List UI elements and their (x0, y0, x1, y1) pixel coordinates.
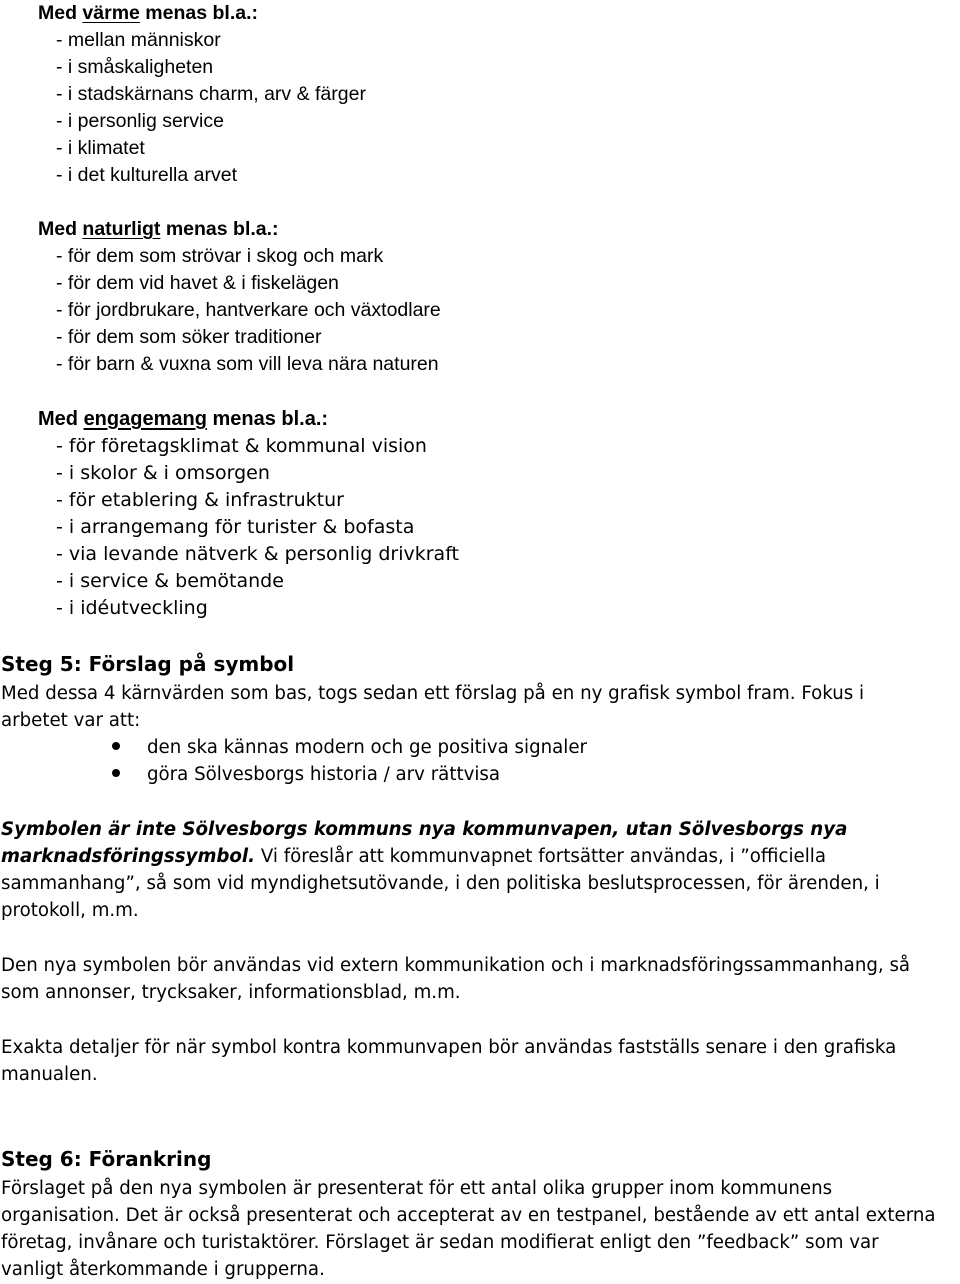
step5-intro (1, 680, 959, 734)
bullet-icon (112, 769, 120, 777)
section-heading-warmth (38, 0, 258, 27)
heading-underlined-word: engagemang (83, 408, 207, 430)
list-item: - i skolor & i omsorgen (56, 462, 270, 484)
list-item: - i service & bemötande (56, 570, 284, 592)
list-item: - i småskaligheten (56, 56, 214, 78)
list-item: - via levande nätverk & personlig drivkraft (56, 543, 460, 565)
text-line: arbetet var att: (1, 710, 141, 731)
bullet-item (112, 734, 587, 761)
text-line: företag, invånare och turistaktörer. Förslaget är sedan modifierat enligt den ”feedback” som var (1, 1232, 879, 1253)
list-item: - i det kulturella arvet (56, 164, 237, 186)
emphasis-text: marknadsföringssymbol. (1, 846, 256, 867)
list-item: - för dem vid havet & i fiskelägen (56, 272, 339, 294)
heading-suffix: menas bl.a.: (139, 2, 259, 24)
emphasis-line: Symbolen är inte Sölvesborgs kommuns nya kommunvapen, utan Sölvesborgs nya (1, 819, 848, 840)
text-line (1, 843, 959, 870)
body-text: Vi föreslår att kommunvapnet fortsätter användas, i ”officiella (255, 846, 826, 867)
text-line: Förslaget på den nya symbolen är presenterat för ett antal olika grupper inom kommunens (1, 1178, 833, 1199)
step5-title: Steg 5: Förslag på symbol (1, 652, 295, 676)
heading-suffix: menas bl.a.: (160, 218, 279, 240)
bullet-icon (112, 742, 120, 750)
list-item: - i personlig service (56, 110, 224, 132)
list-item: - för jordbrukare, hantverkare och växtodlare (56, 299, 441, 321)
section-heading-engagement (38, 406, 328, 433)
step5-paragraph-3 (1, 1034, 959, 1088)
heading-suffix: menas bl.a.: (206, 408, 329, 430)
text-line: Med dessa 4 kärnvärden som bas, togs sedan ett förslag på en ny grafisk symbol fram. Fokus i (1, 683, 865, 704)
text-line: vanligt återkommande i grupperna. (1, 1259, 325, 1280)
text-line: som annonser, trycksaker, informationsblad, m.m. (1, 982, 461, 1003)
text-line: sammanhang”, så som vid myndighetsutövande, i den politiska beslutsprocessen, för ärenden, i (1, 873, 880, 894)
text-line: organisation. Det är också presenterat och accepterat av en testpanel, bestående av ett antal externa (1, 1205, 936, 1226)
section-heading-natural (38, 216, 279, 243)
text-line: manualen. (1, 1064, 98, 1085)
list-item: - för etablering & infrastruktur (56, 489, 344, 511)
list-item: - i idéutveckling (56, 597, 208, 619)
step6-paragraph (1, 1175, 959, 1283)
heading-underlined-word: naturligt (82, 218, 161, 240)
text-line: Den nya symbolen bör användas vid extern kommunikation och i marknadsföringssammanhang, så (1, 955, 911, 976)
step5-emphasis-paragraph (1, 816, 959, 924)
list-item: - i stadskärnans charm, arv & färger (56, 83, 366, 105)
heading-underlined-word: värme (82, 2, 140, 24)
bullet-item (112, 761, 500, 788)
list-item: - i arrangemang för turister & bofasta (56, 516, 415, 538)
list-item: - mellan människor (56, 29, 221, 51)
text-line: protokoll, m.m. (1, 900, 139, 921)
step6-title: Steg 6: Förankring (1, 1147, 212, 1171)
list-item: - för dem som söker traditioner (56, 326, 322, 348)
list-item: - i klimatet (56, 137, 145, 159)
bullet-text: den ska kännas modern och ge positiva signaler (147, 737, 588, 758)
heading-prefix: Med (38, 2, 83, 24)
list-item: - för företagsklimat & kommunal vision (56, 435, 427, 457)
heading-prefix: Med (38, 218, 83, 240)
step5-paragraph-2 (1, 952, 959, 1006)
list-item: - för dem som strövar i skog och mark (56, 245, 384, 267)
list-item: - för barn & vuxna som vill leva nära naturen (56, 353, 439, 375)
heading-prefix: Med (38, 408, 84, 430)
bullet-text: göra Sölvesborgs historia / arv rättvisa (147, 764, 501, 785)
text-line: Exakta detaljer för när symbol kontra kommunvapen bör användas fastställs senare i den grafiska (1, 1037, 897, 1058)
